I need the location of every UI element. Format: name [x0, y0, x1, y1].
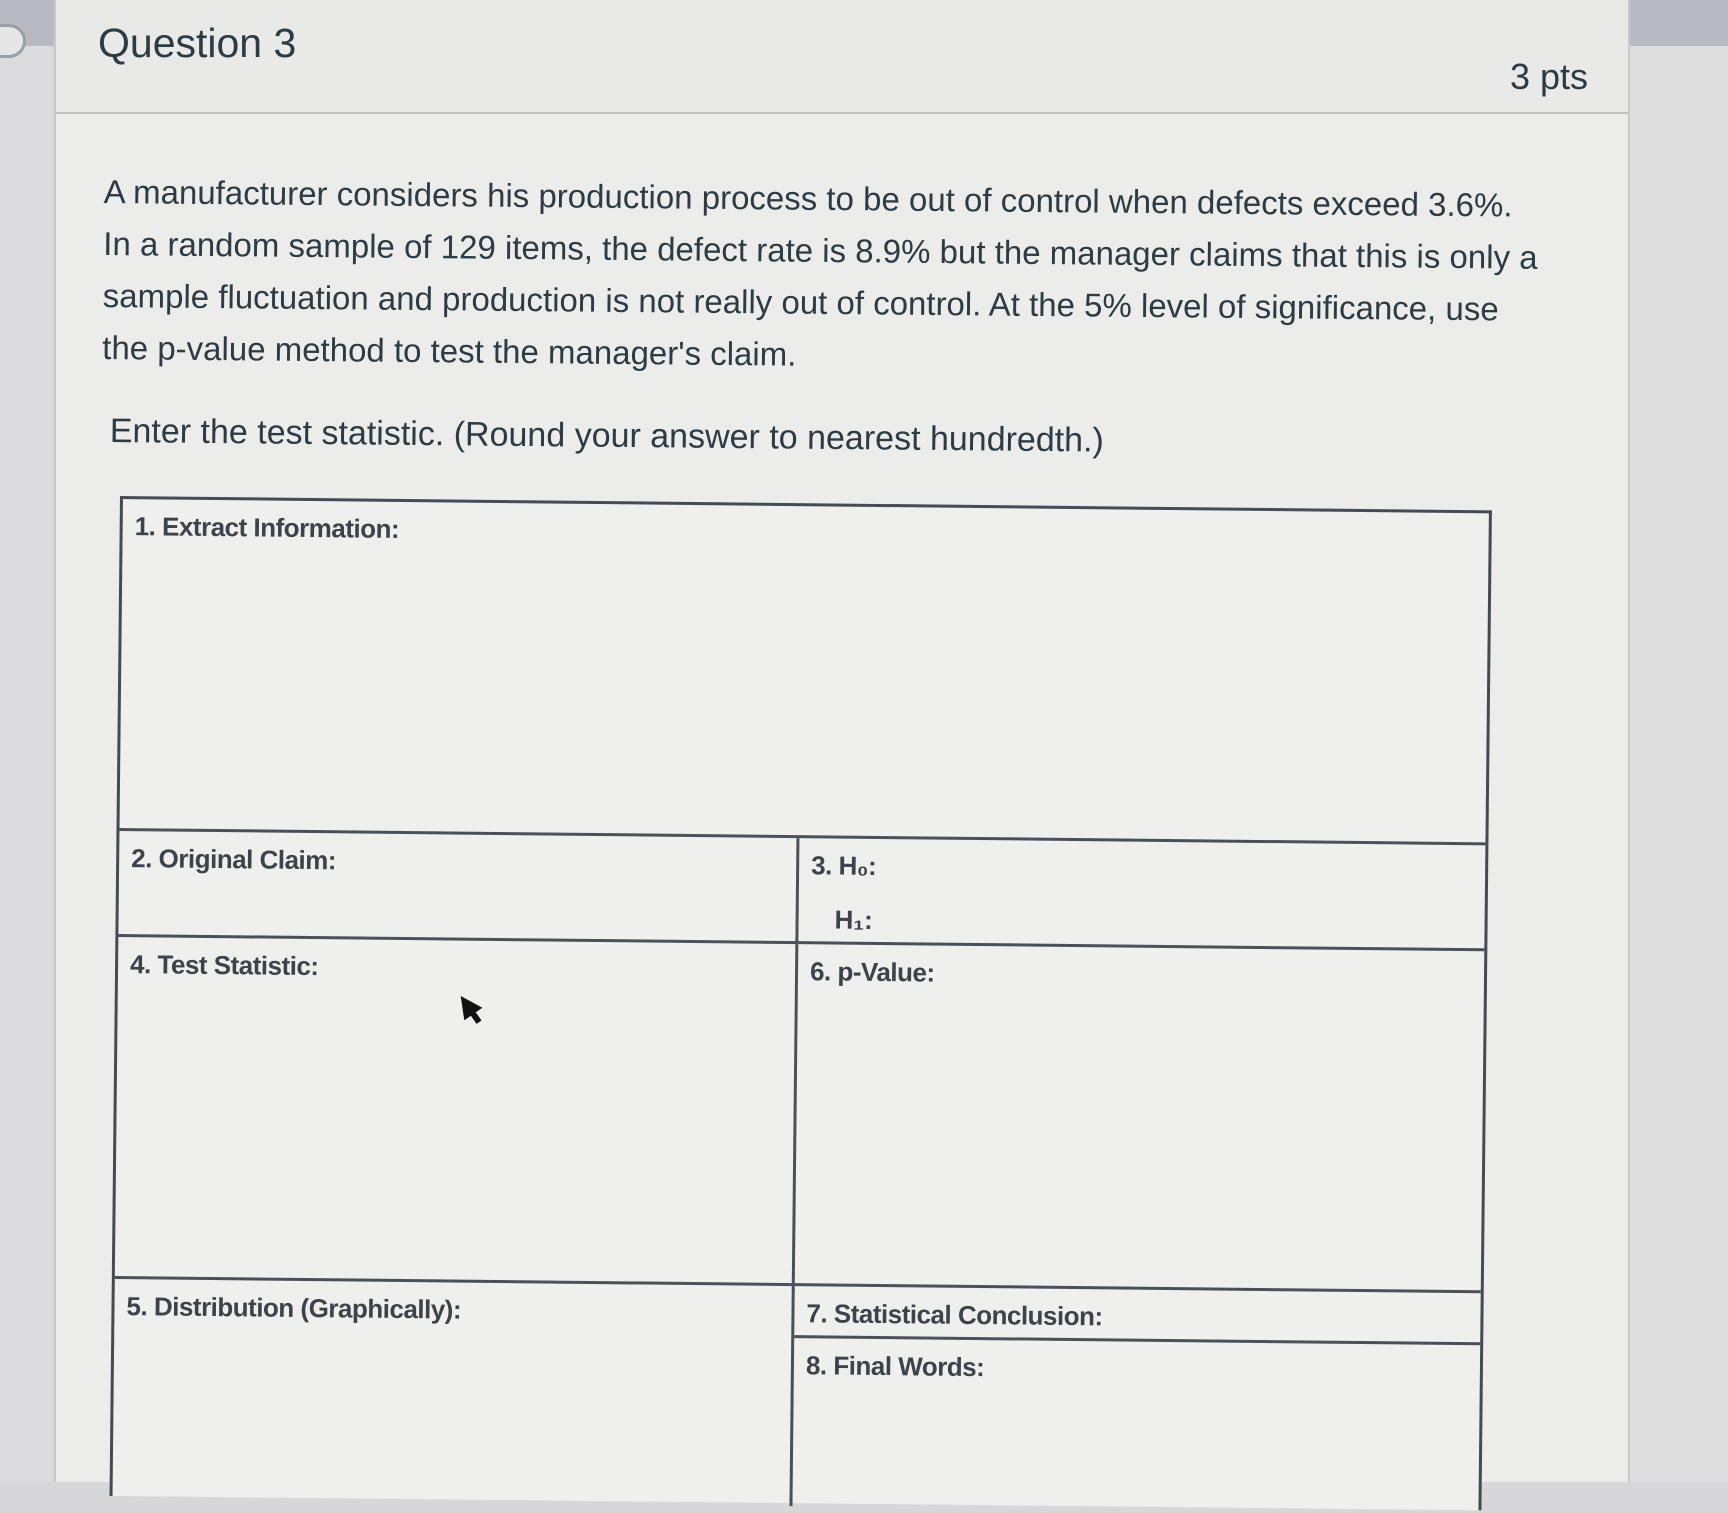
- question-title: Question 3: [98, 20, 297, 66]
- alternative-hypothesis-label: H₁:: [834, 904, 873, 935]
- question-prompt: Enter the test statistic. (Round your answer to nearest hundredth.): [109, 412, 1105, 460]
- extract-information-label: 1. Extract Information:: [134, 511, 400, 544]
- statistical-conclusion-label: 7. Statistical Conclusion:: [806, 1298, 1103, 1332]
- final-words-cell: [792, 1338, 1480, 1513]
- question-points: 3 pts: [1509, 56, 1588, 97]
- worksheet-image: [110, 496, 1492, 1510]
- extract-information-cell: [119, 499, 1488, 845]
- original-claim-label: 2. Original Claim:: [131, 843, 337, 876]
- p-value-label: 6. p-Value:: [809, 956, 935, 988]
- test-statistic-cell: [115, 937, 799, 1286]
- null-hypothesis-label: 3. H₀:: [811, 850, 877, 881]
- question-card: [54, 0, 1630, 1482]
- p-value-cell: [795, 944, 1485, 1293]
- left-gutter: [0, 46, 52, 1482]
- question-text: A manufacturer considers his production process to be out of control when defects exceed 3.6%. In a random sample of 129 items, the defect rate is 8.9% but the manager claims that this is only a sample fluctuation and production is not really out of control. At the 5% level of significance, use the p-value method to test the manager's claim.: [102, 172, 1538, 373]
- right-margin: [1630, 46, 1728, 1482]
- hypotheses-cell: [798, 838, 1485, 951]
- statistical-conclusion-cell: [794, 1286, 1481, 1345]
- distribution-label: 5. Distribution (Graphically):: [126, 1291, 462, 1325]
- question-header: [56, 0, 1628, 114]
- distribution-cell: [112, 1279, 794, 1506]
- original-claim-cell: [118, 831, 799, 944]
- final-words-label: 8. Final Words:: [805, 1350, 985, 1383]
- test-statistic-label: 4. Test Statistic:: [129, 949, 319, 982]
